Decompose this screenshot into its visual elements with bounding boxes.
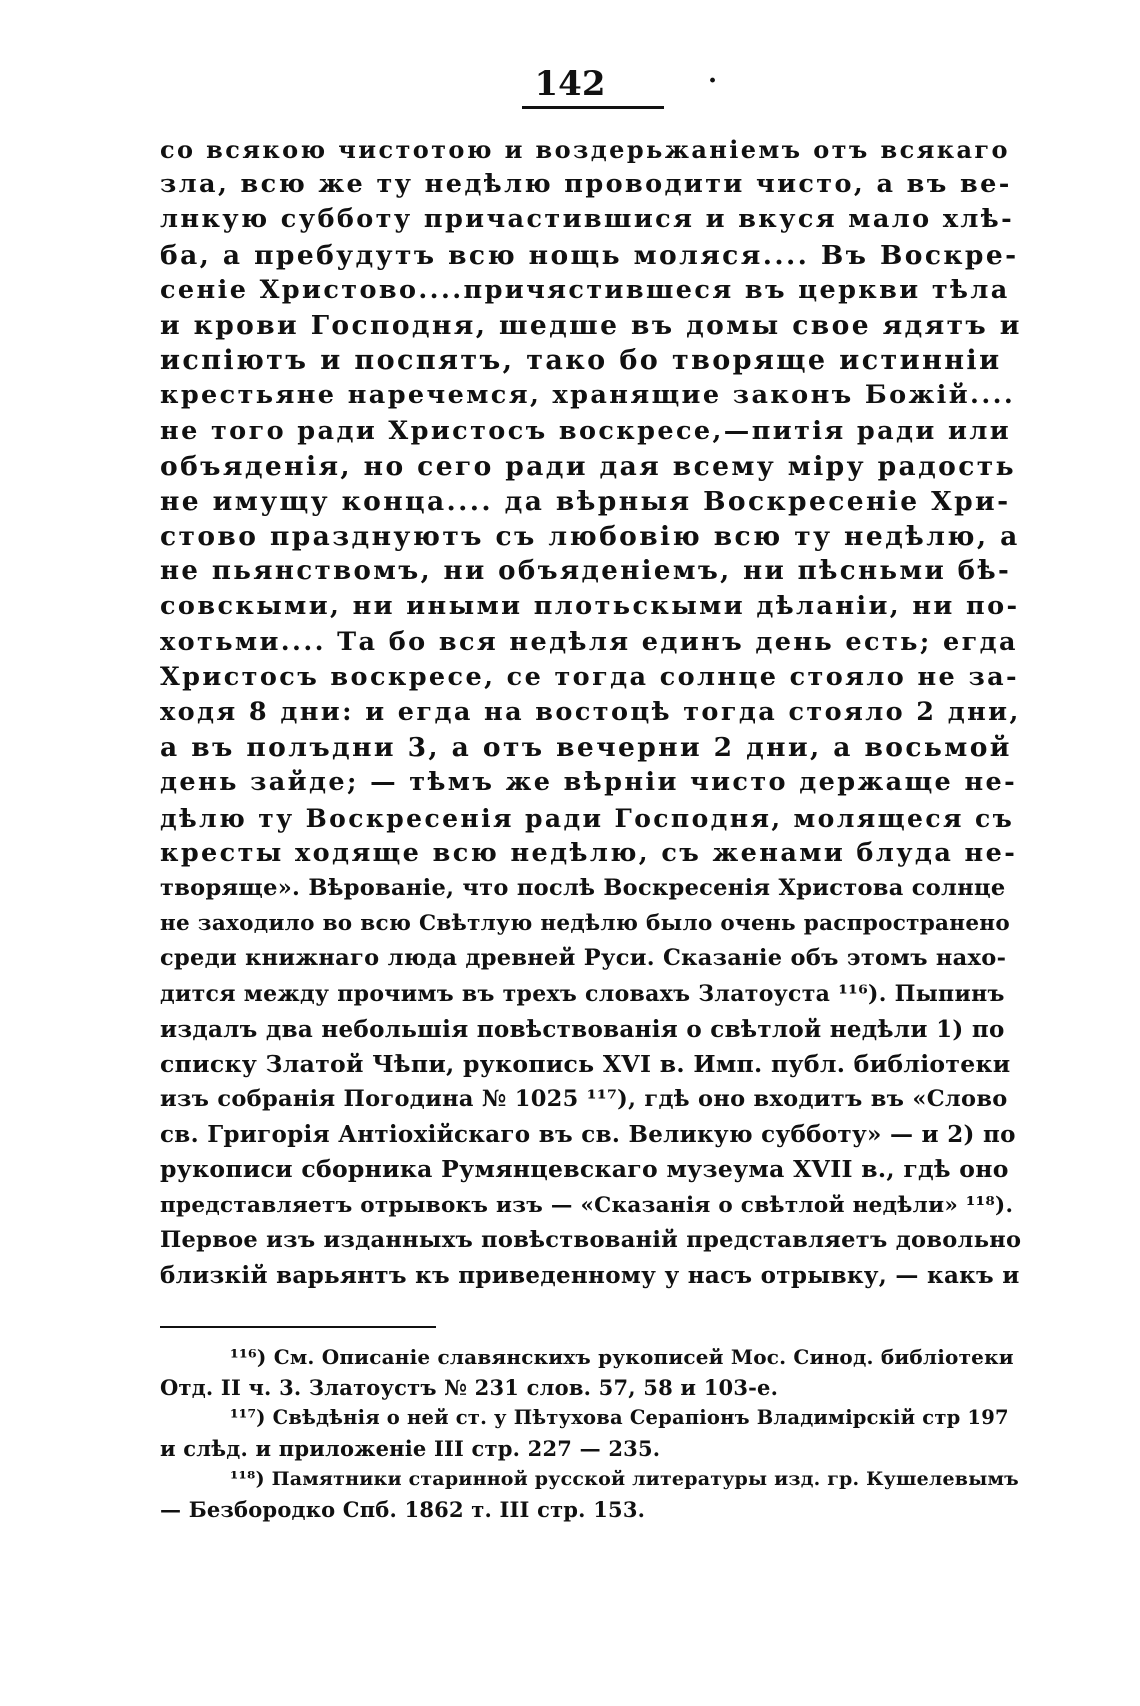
text-line: зла, всю же ту недѣлю проводити чисто, а въ ве- [160, 169, 1012, 200]
page-number: 142 [534, 64, 606, 104]
header-rule [522, 106, 664, 109]
text-line: св. Григорiя Антiохiйскаго въ св. Великую субботу» — и 2) по [160, 1121, 1016, 1149]
text-line: день зайде; — тѣмъ же вѣрнiи чисто держаще не- [160, 767, 1018, 798]
text-line: близкiй варьянтъ къ приведенному у насъ отрывку, — какъ и [160, 1262, 1020, 1289]
text-line: не того ради Христосъ воскресе,—питiя ради или [160, 415, 1012, 446]
text-line: со всякою чистотою и воздерьжанiемъ отъ всякаго [160, 135, 1010, 164]
text-line: совскыми, ни иными плотьскыми дѣланiи, ни по- [160, 591, 1020, 622]
text-line: не имущу конца.... да вѣрныя Воскресенiе Хри- [160, 485, 1011, 517]
text-line: ходя 8 дни: и егда на востоцѣ тогда стояло 2 дни, [160, 697, 1021, 727]
text-line: испiютъ и поспятъ, тако бо творяще истиннiи [160, 345, 1002, 377]
text-line: ба, а пребудутъ всю нощь моляся.... Въ Воскре- [160, 239, 1019, 271]
body-text [160, 132, 1022, 1293]
text-line: сенiе Христово....причястившеся въ церкви тѣла [160, 274, 1010, 305]
text-line: списку Златой Чѣпи, рукопись XVI в. Имп. публ. библiотеки [160, 1049, 1011, 1078]
text-line: дится между прочимъ въ трехъ словахъ Златоуста ¹¹⁶). Пыпинъ [160, 980, 1005, 1007]
text-line: Христосъ воскресе, се тогда солнце стояло не за- [160, 661, 1020, 692]
footnotes [160, 1342, 1022, 1525]
text-line: творяще». Вѣрованiе, что послѣ Воскресенiя Христова солнце [160, 874, 1006, 901]
text-line: среди книжнаго люда древней Руси. Сказанiе объ этомъ нахо- [160, 945, 1007, 972]
footnote-line: ¹¹⁷) Свѣдѣнiя о ней ст. у Пѣтухова Серапiонъ Владимiрскiй стр 197 [230, 1406, 1009, 1429]
text-line: стово празднуютъ съ любовiю всю ту недѣлю, а [160, 521, 1020, 553]
footnote-line: — Безбородко Спб. 1862 т. III стр. 153. [160, 1496, 646, 1522]
text-line: представляетъ отрывокъ изъ — «Сказанiя о свѣтлой недѣли» ¹¹⁸). [160, 1192, 1014, 1218]
text-line: не заходило во всю Свѣтлую недѣлю было очень распространено [160, 911, 1010, 937]
text-line: издалъ два небольшiя повѣствованiя о свѣтлой недѣли 1) по [160, 1015, 1005, 1043]
footnote-line: и слѣд. и приложенiе III стр. 227 — 235. [160, 1435, 661, 1461]
text-line: крестьяне наречемся, хранящие законъ Божiй.... [160, 380, 1016, 411]
text-line: объяденiя, но сего ради дая всему мiру радость [160, 450, 1016, 482]
text-line: изъ собранiя Погодина № 1025 ¹¹⁷), гдѣ оно входитъ въ «Слово [160, 1086, 1008, 1113]
footnote-line: ¹¹⁸) Памятники старинной русской литературы изд. гр. Кушелевымъ [230, 1468, 1019, 1490]
text-line: дѣлю ту Воскресенiя ради Господня, молящеся съ [160, 803, 1015, 833]
footnote-line: ¹¹⁶) См. Описанiе славянскихъ рукописей Мос. Синод. библiотеки [230, 1345, 1014, 1369]
text-line: не пьянствомъ, ни объяденiемъ, ни пѣсньми бѣ- [160, 556, 1012, 587]
text-line: и крови Господня, шедше въ домы свое ядятъ и [160, 309, 1022, 341]
text-line: Первое изъ изданныхъ повѣствованiй представляетъ довольно [160, 1226, 1022, 1253]
text-line: лнкую субботу причастившися и вкуся мало хлѣ- [160, 204, 1015, 235]
text-line: рукописи сборника Румянцевскаго музеума XVII в., гдѣ оно [160, 1155, 1009, 1184]
text-line: хотьми.... Та бо вся недѣля единъ день есть; егда [160, 626, 1018, 657]
text-line: а въ полъдни 3, а отъ вечерни 2 дни, а восьмой [160, 732, 1012, 764]
footnote-line: Отд. II ч. 3. Златоустъ № 231 слов. 57, 58 и 103-е. [160, 1374, 779, 1400]
text-line: кресты ходяще всю недѣлю, съ женами блуда не- [160, 837, 1018, 868]
page-dot: · [708, 66, 718, 96]
footnote-rule [160, 1326, 436, 1328]
